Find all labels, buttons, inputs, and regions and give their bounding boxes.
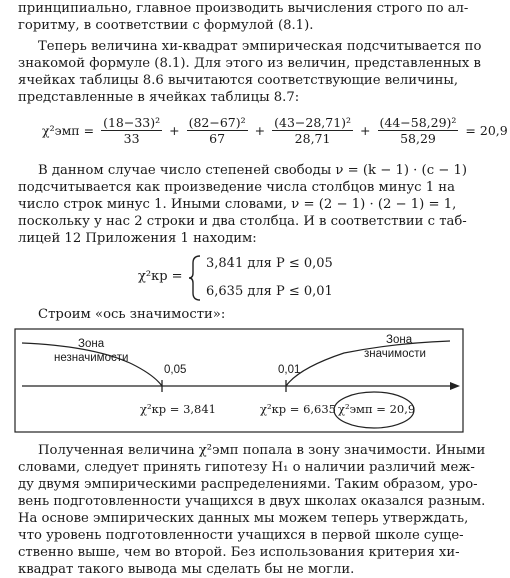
formula-term-4-numerator: (44−58,29)²: [379, 115, 457, 130]
formula-term-3-numerator: (43−28,71)²: [274, 115, 352, 130]
paragraph2-line2: знакомой формуле (8.1). Для этого из величин, представленных в: [18, 56, 481, 71]
critical-value-3841-label: χ²кр = 3,841: [140, 402, 216, 416]
formula-term-2-denominator: 67: [209, 131, 226, 146]
formula-term-3: [272, 115, 353, 146]
paragraph1-line2: горитму, в соответствии с формулой (8.1).: [18, 18, 314, 33]
critical-value-2: 6,635 для P ≤ 0,01: [206, 284, 333, 299]
paragraph2-line4: представленные в ячейках таблицы 8.7:: [18, 90, 300, 105]
formula-term-1-numerator: (18−33)²: [103, 115, 161, 130]
axis-caption: Строим «ось значимости»:: [38, 307, 226, 322]
paragraph3-line3: число строк минус 1. Иными словами, ν = (2 − 1) · (2 − 1) = 1,: [18, 197, 457, 212]
critical-lhs: χ²кр =: [138, 269, 183, 284]
zone-significance-title: Зона: [386, 334, 413, 346]
chi-square-formula: χ²эмп = $\frac{\text{(18−33)²}}{33}$ + $\frac{\text{(82−67)²}}{67}$ + $\frac{\text{(43−28,71)²}}{28,71}$ + $\frac{\text{(44−58,29)²}}{58,29}$ = 20,9: [42, 115, 508, 146]
formula-term-2: [187, 115, 248, 146]
paragraph3-line1: В данном случае число степеней свободы ν = (k − 1) · (c − 1): [38, 163, 468, 178]
formula-term-4: [378, 115, 459, 146]
p-001-label: 0,01: [278, 364, 301, 376]
formula-term-1-denominator: 33: [123, 131, 140, 146]
paragraph3-line5: лицей 12 Приложения 1 находим:: [18, 231, 257, 246]
curly-brace-icon: [188, 254, 202, 302]
critical-value-6635-label: χ²кр = 6,635: [260, 402, 336, 416]
paragraph1-line1: принципиально, главное производить вычисления строго по ал-: [18, 1, 469, 16]
formula-term-1: [101, 115, 162, 146]
critical-values: [138, 254, 358, 304]
zone-significance-label: значимости: [364, 348, 426, 360]
critical-value-1: 3,841 для P ≤ 0,05: [206, 256, 333, 271]
paragraph3-line4: поскольку у нас 2 строки и два столбца. И в соответствии с таб-: [18, 214, 467, 229]
formula-term-3-denominator: 28,71: [294, 131, 331, 146]
paragraph4-line8: квадрат такого вывода мы сделать бы не могли.: [18, 562, 355, 577]
paragraph4-line1: Полученная величина χ²эмп попала в зону значимости. Иными: [38, 443, 486, 458]
formula-term-2-numerator: (82−67)²: [188, 115, 246, 130]
paragraph4-line3: ду двумя эмпирическими распределениями. Таким образом, уро-: [18, 477, 478, 492]
paragraph2-line3: ячейках таблицы 8.6 вычитаются соответствующие величины,: [18, 73, 459, 88]
significance-axis-diagram: [14, 328, 466, 434]
formula-term-4-denominator: 58,29: [400, 131, 436, 146]
empirical-value-label: χ²эмп = 20,9: [338, 402, 416, 416]
paragraph4-line6: что уровень подготовленности учащихся в первой школе суще-: [18, 528, 464, 543]
paragraph4-line5: На основе эмпирических данных мы можем теперь утверждать,: [18, 511, 469, 526]
paragraph4-line7: ственно выше, чем во второй. Без использования критерия хи-: [18, 545, 460, 560]
formula-lhs: χ²эмп =: [42, 123, 95, 138]
paragraph4-line2: словами, следует принять гипотезу H₁ о наличии различий меж-: [18, 460, 475, 475]
zone-insignificance-title: Зона: [78, 338, 105, 350]
p-005-label: 0,05: [164, 364, 187, 376]
zone-insignificance-label: незначимости: [54, 352, 129, 364]
paragraph2-line1: Теперь величина хи-квадрат эмпирическая подсчитывается по: [38, 39, 482, 54]
paragraph4-line4: вень подготовленности учащихся в двух школах оказался разным.: [18, 494, 486, 509]
formula-result: = 20,9: [465, 123, 508, 138]
axis-arrow-icon: [450, 382, 460, 390]
paragraph3-line2: подсчитывается как произведение числа столбцов минус 1 на: [18, 180, 455, 195]
